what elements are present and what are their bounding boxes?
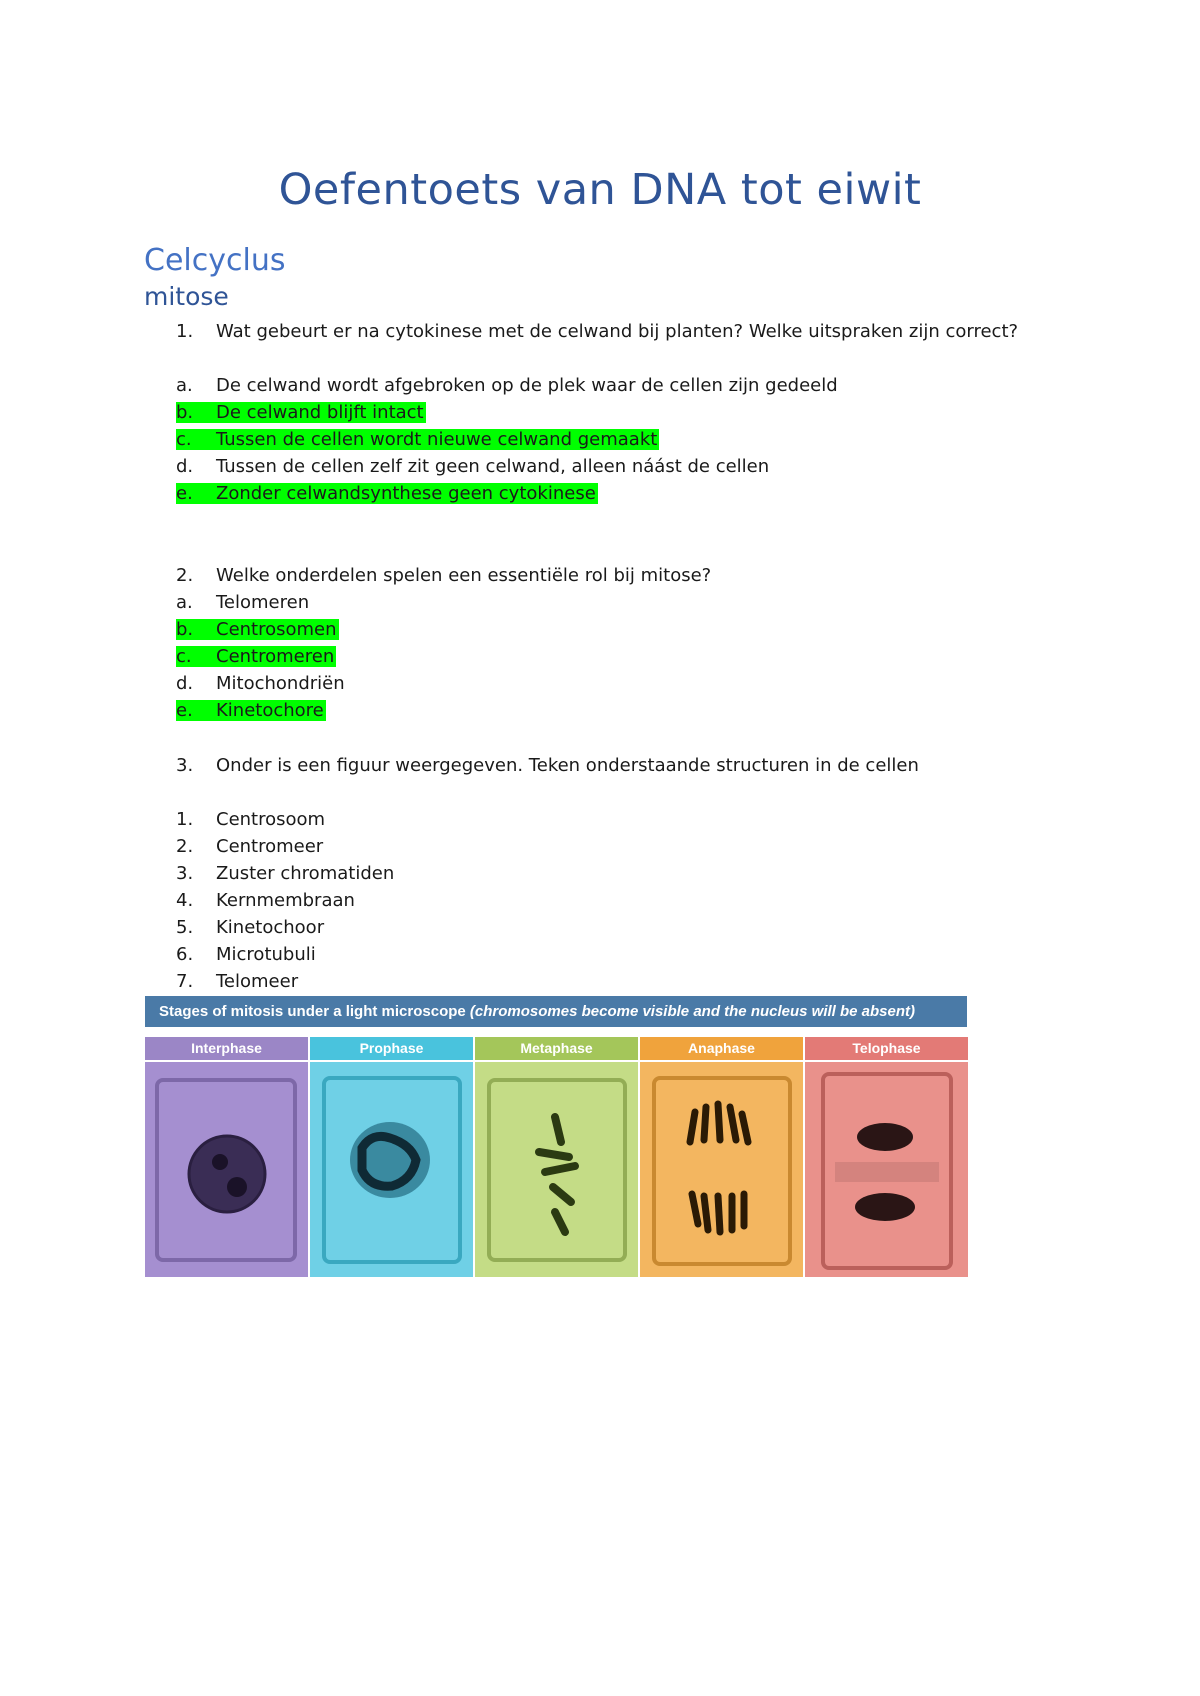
option-text: Kinetochore — [216, 700, 324, 721]
option-marker: a. — [176, 375, 193, 396]
q2-option-e — [176, 697, 326, 724]
item-text: Microtubuli — [216, 944, 316, 965]
answer-highlight — [176, 646, 336, 667]
q2-option-c — [176, 643, 336, 670]
q3-item — [176, 914, 324, 941]
option-text: Centromeren — [216, 646, 335, 667]
phase-panel-metaphase — [475, 1037, 638, 1277]
q1-option-e — [176, 480, 598, 507]
q3-item — [176, 833, 323, 860]
item-text: Centrosoom — [216, 809, 326, 830]
option-marker: a. — [176, 592, 193, 613]
item-text: Kernmembraan — [216, 890, 355, 911]
option-marker: d. — [176, 673, 194, 694]
q3-item — [176, 941, 316, 968]
question-text: Welke onderdelen spelen een essentiële rol bij mitose? — [216, 565, 712, 586]
interphase-cell-image — [145, 1062, 308, 1277]
phase-panel-prophase — [310, 1037, 473, 1277]
option-text: Telomeren — [216, 592, 310, 613]
q1-option-a — [176, 372, 838, 399]
phase-panel-telophase — [805, 1037, 968, 1277]
option-marker: c. — [176, 429, 192, 450]
option-text: Zonder celwandsynthese geen cytokinese — [216, 483, 596, 504]
question-text: Wat gebeurt er na cytokinese met de celwand bij planten? Welke uitspraken zijn correct? — [216, 321, 1019, 342]
q1-option-d — [176, 453, 769, 480]
item-text: Kinetochoor — [216, 917, 325, 938]
item-marker: 7. — [176, 971, 194, 992]
q3-item — [176, 860, 394, 887]
q2-option-a — [176, 589, 309, 616]
answer-highlight — [176, 483, 598, 504]
question-text: Onder is een figuur weergegeven. Teken onderstaande structuren in de cellen — [216, 755, 919, 776]
option-marker: c. — [176, 646, 192, 667]
answer-highlight — [176, 402, 426, 423]
question-number: 3. — [176, 755, 194, 776]
answer-highlight — [176, 429, 659, 450]
option-text: De celwand blijft intact — [216, 402, 424, 423]
option-text: Mitochondriën — [216, 673, 345, 694]
option-marker: d. — [176, 456, 194, 477]
q3-item — [176, 887, 355, 914]
subsection-heading-mitose: mitose — [144, 282, 229, 311]
phase-label: Prophase — [310, 1037, 473, 1060]
phase-label: Interphase — [145, 1037, 308, 1060]
question-3 — [176, 752, 919, 779]
mitosis-stages-figure — [145, 996, 967, 1277]
q1-option-c — [176, 426, 659, 453]
question-number: 1. — [176, 321, 194, 342]
figure-banner-note: (chromosomes become visible and the nucleus will be absent) — [469, 1003, 916, 1020]
item-text: Centromeer — [216, 836, 324, 857]
phase-panel-anaphase — [640, 1037, 803, 1277]
item-marker: 5. — [176, 917, 194, 938]
section-heading-celcyclus: Celcyclus — [144, 243, 286, 278]
q2-option-d — [176, 670, 345, 697]
option-text: Tussen de cellen wordt nieuwe celwand gemaakt — [216, 429, 658, 450]
q3-item — [176, 806, 325, 833]
option-marker: e. — [176, 483, 193, 504]
q3-item — [176, 968, 298, 995]
answer-highlight — [176, 619, 339, 640]
item-marker: 2. — [176, 836, 194, 857]
prophase-cell-image — [310, 1062, 473, 1277]
option-text: De celwand wordt afgebroken op de plek waar de cellen zijn gedeeld — [216, 375, 838, 396]
phase-label: Metaphase — [475, 1037, 638, 1060]
question-1 — [176, 318, 1018, 345]
option-marker: e. — [176, 700, 193, 721]
document-title: Oefentoets van DNA tot eiwit — [278, 165, 922, 215]
option-text: Tussen de cellen zelf zit geen celwand, alleen náást de cellen — [216, 456, 770, 477]
item-text: Telomeer — [216, 971, 299, 992]
q1-option-b — [176, 399, 426, 426]
metaphase-cell-image — [475, 1062, 638, 1277]
option-text: Centrosomen — [216, 619, 337, 640]
question-number: 2. — [176, 565, 194, 586]
anaphase-cell-image — [640, 1062, 803, 1277]
item-marker: 3. — [176, 863, 194, 884]
option-marker: b. — [176, 619, 194, 640]
telophase-cell-image — [805, 1062, 968, 1277]
item-text: Zuster chromatiden — [216, 863, 395, 884]
question-2 — [176, 562, 711, 589]
figure-banner-title: Stages of mitosis under a light microscope — [159, 1003, 466, 1020]
phase-label: Anaphase — [640, 1037, 803, 1060]
phase-label: Telophase — [805, 1037, 968, 1060]
item-marker: 1. — [176, 809, 194, 830]
answer-highlight — [176, 700, 326, 721]
item-marker: 6. — [176, 944, 194, 965]
q2-option-b — [176, 616, 339, 643]
figure-banner — [145, 996, 967, 1027]
item-marker: 4. — [176, 890, 194, 911]
option-marker: b. — [176, 402, 194, 423]
phase-panel-interphase — [145, 1037, 308, 1277]
